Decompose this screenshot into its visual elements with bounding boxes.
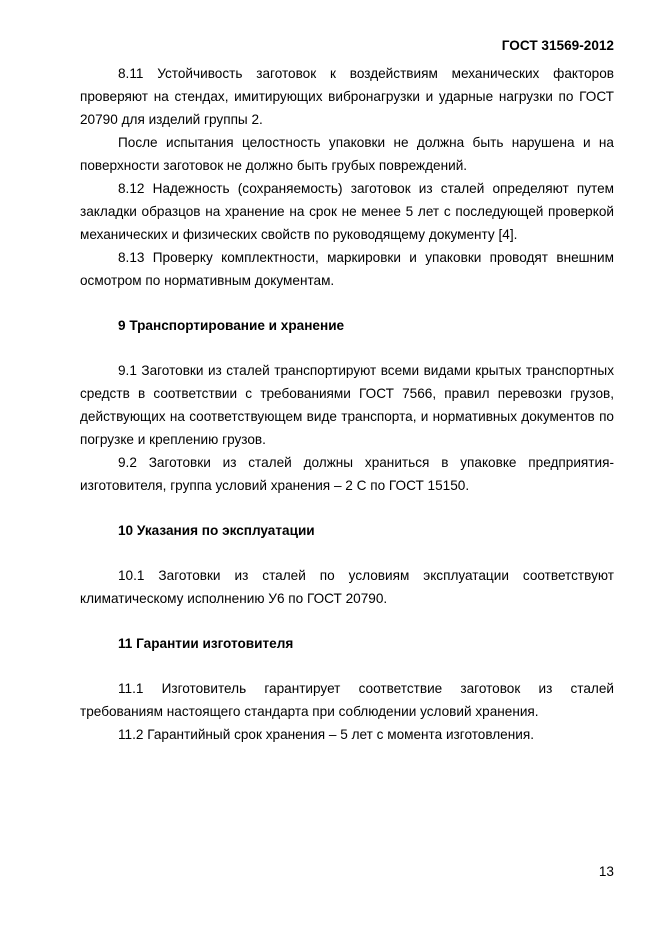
paragraph-8-11: 8.11 Устойчивость заготовок к воздействиям механических факторов проверяют на стендах, имитирующих вибронагрузки и ударные нагрузки по ГОСТ 20790 для изделий группы 2. xyxy=(80,66,614,127)
paragraph-9-2: 9.2 Заготовки из сталей должны храниться в упаковке предприятия-изготовителя, группа условий хранения – 2 С по ГОСТ 15150. xyxy=(80,455,614,493)
section-spacer xyxy=(80,610,614,632)
paragraph-10-1: 10.1 Заготовки из сталей по условиям эксплуатации соответствуют климатическому исполнению У6 по ГОСТ 20790. xyxy=(80,568,614,606)
section-spacer xyxy=(80,497,614,519)
section-heading-10: 10 Указания по эксплуатации xyxy=(118,523,315,538)
paragraph-9-1: 9.1 Заготовки из сталей транспортируют всеми видами крытых транспортных средств в соответствии с требованиями ГОСТ 7566, правил перевозки грузов, действующих на соответствующем виде транспорта, и нормативных документов по погрузке и креплению грузов. xyxy=(80,363,614,447)
paragraph-8-13: 8.13 Проверку комплектности, маркировки и упаковки проводят внешним осмотром по нормативным документам. xyxy=(80,250,614,288)
paragraph-8-12: 8.12 Надежность (сохраняемость) заготовок из сталей определяют путем закладки образцов на хранение на срок не менее 5 лет с последующей проверкой механических и физических свойств по руководящему документу [4]. xyxy=(80,181,614,242)
page-number: 13 xyxy=(598,864,614,879)
document-code-header: ГОСТ 31569-2012 xyxy=(501,38,614,53)
section-heading-11: 11 Гарантии изготовителя xyxy=(118,636,294,651)
section-heading-9: 9 Транспортирование и хранение xyxy=(118,318,345,333)
section-spacer xyxy=(80,542,614,564)
paragraph-11-1: 11.1 Изготовитель гарантирует соответствие заготовок из сталей требованиям настоящего стандарта при соблюдении условий хранения. xyxy=(80,681,614,719)
document-body xyxy=(80,62,614,746)
section-spacer xyxy=(80,337,614,359)
paragraph-8-11-continuation: После испытания целостность упаковки не должна быть нарушена и на поверхности заготовок не должно быть грубых повреждений. xyxy=(80,135,614,173)
section-spacer xyxy=(80,655,614,677)
section-spacer xyxy=(80,292,614,314)
paragraph-11-2: 11.2 Гарантийный срок хранения – 5 лет с момента изготовления. xyxy=(118,727,534,742)
